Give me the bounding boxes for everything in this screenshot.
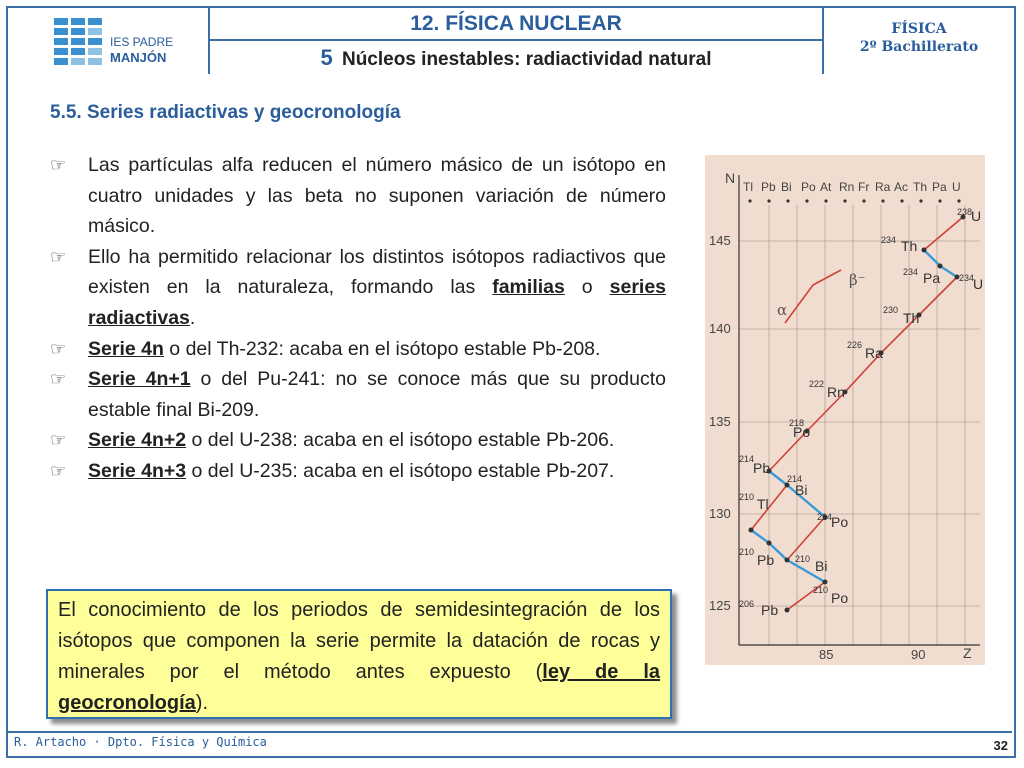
series-name: Serie 4n+3 (88, 459, 187, 482)
diagram-background (705, 155, 985, 665)
nuclide-mass: 210 (795, 554, 811, 564)
bullet-text-part: o del U-235: acaba en el isótopo estable Pb-207. (186, 459, 615, 482)
nuclide-symbol: Th (903, 310, 920, 326)
y-tick-label: 140 (709, 321, 731, 336)
element-header-label: Fr (858, 180, 870, 194)
element-header-label: Th (913, 180, 928, 194)
bullet-text-part: o del Th-232: acaba en el isótopo estable Pb-208. (163, 337, 601, 360)
nuclide-symbol: Ra (865, 345, 883, 361)
y-tick-label: 125 (709, 598, 731, 613)
bullet-text (88, 425, 666, 456)
nuclide-symbol: Pb (757, 552, 775, 568)
nuclide-mass: 214 (739, 454, 755, 464)
nuclide-symbol: Bi (795, 482, 808, 498)
section-title: Núcleos inestables: radiactividad natural (341, 49, 712, 70)
element-header-label: Ra (875, 180, 891, 194)
school-logo-icon (8, 8, 208, 74)
pointing-hand-icon: ☞ (50, 430, 67, 451)
course-label: 2º Bachillerato (859, 39, 979, 55)
nuclide-symbol: Pb (761, 602, 779, 618)
element-header-label: Ac (894, 180, 909, 194)
bullet-item (50, 242, 666, 334)
element-header-label: Rn (839, 180, 855, 194)
nuclide-mass: 210 (739, 492, 755, 502)
pointing-hand-icon: ☞ (50, 155, 67, 175)
footer-divider (8, 731, 1012, 733)
note-text: El conocimiento de los periodos de semidesintegración de los isótopos que componen la serie permite la datación de rocas y minerales por el método antes expuesto ( (58, 599, 660, 683)
bullet-text (88, 334, 666, 365)
nuclide-symbol: Pa (923, 270, 941, 286)
bullet-text-part: o (564, 276, 610, 299)
nuclide-symbol: Pb (753, 460, 771, 476)
section-number: 5 (320, 45, 333, 70)
geochronology-note (46, 589, 672, 719)
page-number: 32 (993, 738, 1008, 753)
element-header-label: Po (801, 180, 816, 194)
bullet-item (50, 334, 666, 365)
element-header-label: Bi (781, 180, 792, 194)
element-header-label: Pa (932, 180, 947, 194)
bullet-text: Las partículas alfa reducen el número másico de un isótopo en cuatro unidades y las beta no suponen variación de número másico. (88, 154, 666, 238)
nuclide-mass: 222 (809, 379, 825, 389)
nuclide-symbol: Bi (815, 558, 828, 574)
y-tick-label: 135 (709, 414, 731, 429)
term-series: series radiactivas (88, 276, 667, 329)
pointing-hand-icon: ☞ (50, 460, 67, 481)
section-title-row (210, 41, 822, 74)
logo-line1: IES PADRE (110, 35, 174, 49)
bullet-text-part: o del U-238: acaba en el isótopo estable Pb-206. (186, 429, 615, 452)
decay-series-diagram (705, 155, 985, 665)
term-familias: familias (492, 276, 565, 299)
nuclide-mass: 234 (881, 235, 897, 245)
decay-series-svg (705, 155, 985, 665)
nuclide-mass: 230 (883, 305, 899, 315)
beta-label: β⁻ (849, 271, 866, 289)
pointing-hand-icon: ☞ (50, 246, 67, 267)
axis-n-label: N (725, 170, 736, 186)
pointing-hand-icon: ☞ (50, 338, 67, 359)
logo-line2: MANJÓN (110, 50, 167, 65)
course-box (826, 8, 1012, 74)
series-name: Serie 4n (88, 337, 164, 360)
nuclide-mass: 218 (789, 418, 805, 428)
element-header-label: Tl (743, 180, 753, 194)
element-header-label: Pb (761, 180, 776, 194)
bullet-item (50, 425, 666, 456)
bullet-text-part: Ello ha permitido relacionar los distintos isótopos radiactivos que existen en la naturaleza, formando las (88, 245, 666, 299)
nuclide-mass: 226 (847, 340, 863, 350)
element-header-label: At (820, 180, 832, 194)
nuclide-mass: 234 (903, 267, 919, 277)
bullet-text-part: o del Pu-241: no se conoce más que su producto estable final Bi-209. (88, 368, 667, 421)
series-name: Serie 4n+2 (88, 429, 187, 452)
bullet-item (50, 364, 666, 425)
nuclide-mass: 238 (957, 207, 973, 217)
bullet-list (50, 150, 666, 487)
x-tick-label: 85 (819, 647, 834, 662)
school-logo (8, 8, 208, 74)
bullet-item (50, 150, 666, 242)
nuclide-symbol: U (973, 276, 984, 292)
note-text-end: ). (195, 692, 209, 714)
bullet-text (88, 242, 666, 334)
subheading: 5.5. Series radiactivas y geocronología (50, 102, 401, 123)
pointing-hand-icon: ☞ (50, 369, 67, 390)
unit-title: 12. FÍSICA NUCLEAR (210, 8, 822, 41)
nuclide-symbol: U (971, 208, 982, 224)
nuclide-mass: 234 (959, 273, 975, 283)
x-tick-label: 90 (911, 647, 926, 662)
nuclide-symbol: Po (831, 514, 849, 530)
nuclide-mass: 210 (813, 585, 829, 595)
element-header-label: U (952, 180, 961, 194)
nuclide-symbol: Tl (757, 496, 769, 512)
nuclide-mass: 214 (787, 474, 803, 484)
nuclide-symbol: Rn (827, 384, 845, 400)
alpha-label: α (777, 301, 788, 319)
nuclide-symbol: Th (901, 238, 918, 254)
title-box (208, 8, 824, 74)
nuclide-symbol: Po (831, 590, 849, 606)
y-tick-label: 130 (709, 506, 731, 521)
nuclide-mass: 206 (739, 599, 755, 609)
subject-label: FÍSICA (891, 21, 947, 37)
nuclide-mass: 214 (817, 512, 833, 522)
axis-z-label: Z (963, 645, 972, 661)
bullet-text (88, 364, 666, 425)
nuclide-mass: 210 (739, 547, 755, 557)
series-name: Serie 4n+1 (88, 368, 191, 391)
footer-author: R. Artacho · Dpto. Física y Química (14, 735, 267, 749)
bullet-item (50, 456, 666, 487)
bullet-text (88, 456, 666, 487)
y-tick-label: 145 (709, 233, 731, 248)
nuclide-symbol: Po (793, 424, 811, 440)
bullet-text-part: . (189, 306, 196, 329)
note-term: ley de la geocronología (58, 661, 661, 714)
